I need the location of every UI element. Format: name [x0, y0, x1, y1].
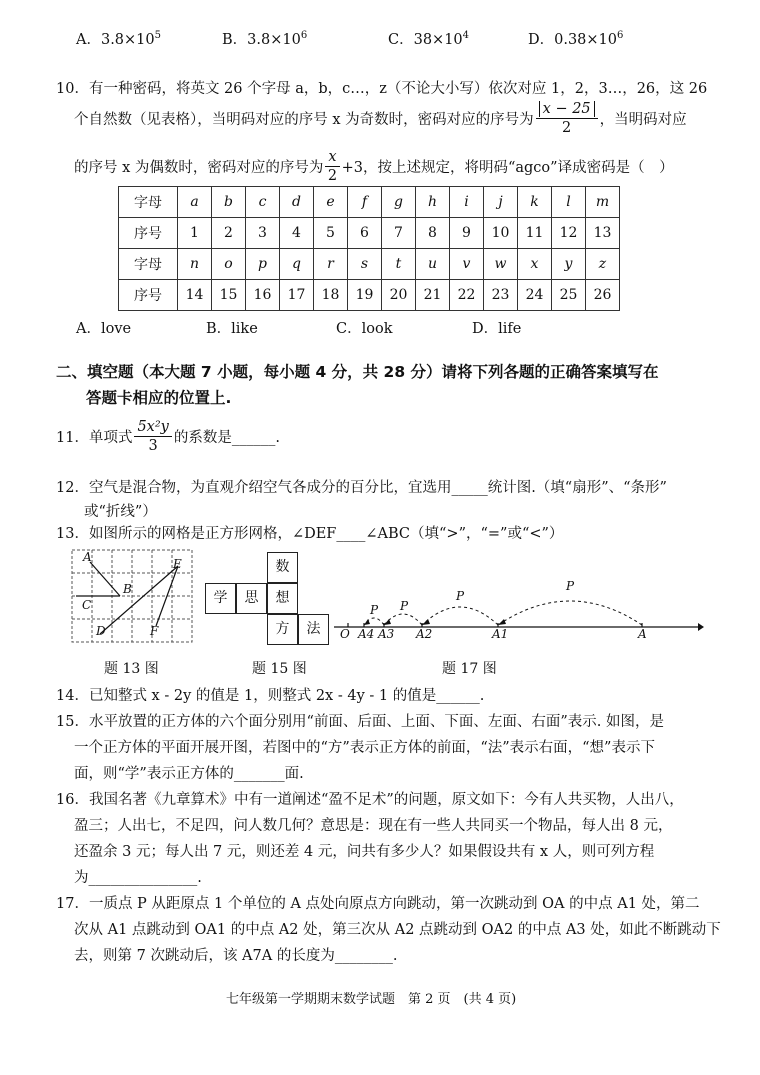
fraction-even: $\frac{x}{2}$: [325, 148, 339, 185]
table-cell: h: [416, 187, 450, 218]
label-c: C: [82, 598, 92, 612]
table-cell: i: [450, 187, 484, 218]
q17-line2: 次从 A1 点跳动到 OA1 的中点 A2 处，第三次从 A2 点跳动到 OA2 的中点 A3 处，如此不断跳动下: [74, 922, 721, 938]
table-cell: k: [518, 187, 552, 218]
section2-heading-cont: 答题卡相应的位置上.: [86, 389, 232, 407]
table-cell: 24: [518, 280, 552, 311]
label-p: P: [456, 589, 465, 603]
figure-13: [70, 548, 194, 644]
q14: 14．已知整式 x - 2y 的值是 1，则整式 2x - 4y - 1 的值是______.: [56, 688, 485, 704]
label-a: A: [83, 550, 92, 564]
table-cell: 20: [382, 280, 416, 311]
table-cell: q: [280, 249, 314, 280]
label-b: B: [123, 582, 132, 596]
label-e: E: [173, 557, 182, 571]
table-cell: 12: [552, 218, 586, 249]
label-a3: A3: [378, 627, 395, 641]
table-cell: 7: [382, 218, 416, 249]
caption-fig17: 题 17 图: [442, 661, 497, 677]
q9-option-d: D．$0.38\times 10^6$: [528, 30, 624, 48]
table-cell: a: [178, 187, 212, 218]
q15-line2: 一个正方体的平面开展开图，若图中的“方”表示正方体的前面，“法”表示右面，“想”表示下: [74, 740, 655, 756]
table-cell: m: [586, 187, 620, 218]
table-cell: 22: [450, 280, 484, 311]
label-o: O: [340, 627, 350, 641]
q10-line1: 10．有一种密码，将英文 26 个字母 a，b，c…，z（不论大小写）依次对应 1，2，3…，26，这 26: [56, 81, 708, 97]
q12-line1: 12．空气是混合物，为直观介绍空气各成分的百分比，宜选用_____统计图.（填“扇形”、“条形”: [56, 480, 667, 496]
table-cell: 1: [178, 218, 212, 249]
q16-line1: 16．我国名著《九章算术》中有一道阐述“盈不足术”的问题，原文如下：今有人共买物，人出八，: [56, 792, 684, 808]
net-cell-xue: 学: [205, 583, 236, 614]
table-cell: 6: [348, 218, 382, 249]
table-cell: g: [382, 187, 416, 218]
label-a4: A4: [358, 627, 375, 641]
page-footer: 七年级第一学期期末数学试题 第 2 页 (共 4 页): [226, 992, 517, 1007]
net-cell-xiang: 想: [267, 583, 298, 614]
table-cell: 15: [212, 280, 246, 311]
q9-option-a: A．$3.8\times 10^5$: [76, 30, 162, 48]
table-cell: 19: [348, 280, 382, 311]
table-row: 字母 n o p q r s t u v w x y z: [119, 249, 620, 280]
label-a2: A2: [416, 627, 433, 641]
table-cell: 11: [518, 218, 552, 249]
table-cell: 26: [586, 280, 620, 311]
table-cell: d: [280, 187, 314, 218]
table-cell: z: [586, 249, 620, 280]
table-cell: b: [212, 187, 246, 218]
table-cell: s: [348, 249, 382, 280]
label-a1: A1: [492, 627, 509, 641]
net-cell-fang: 方: [267, 614, 298, 645]
table-cell: 16: [246, 280, 280, 311]
table-cell: 25: [552, 280, 586, 311]
table-cell: 14: [178, 280, 212, 311]
q11: 11．单项式 $\frac{\text{5x²y}}{3}$ 的系数是______.: [56, 419, 280, 454]
q16-line3: 还盈余 3 元；每人出 7 元，则还差 4 元，问共有多少人？如果假设共有 x 人，则可列方程: [74, 844, 655, 860]
section2-heading: 二、填空题（本大题 7 小题，每小题 4 分，共 28 分）请将下列各题的正确答案填写在: [56, 363, 659, 381]
table-cell: p: [246, 249, 280, 280]
table-cell: x: [518, 249, 552, 280]
q10-option-a: A．love: [76, 321, 132, 337]
label-a: A: [638, 627, 647, 641]
table-cell: l: [552, 187, 586, 218]
table-cell: 2: [212, 218, 246, 249]
table-cell: n: [178, 249, 212, 280]
label-p: P: [370, 603, 379, 617]
cipher-table: [118, 186, 620, 311]
q17-line3: 去，则第 7 次跳动后，该 A7A 的长度为________.: [74, 948, 398, 964]
table-cell: 8: [416, 218, 450, 249]
q12-line2: 或“折线”）: [84, 504, 157, 520]
q9-option-b: B．$3.8\times 10^6$: [222, 30, 308, 48]
table-cell: 5: [314, 218, 348, 249]
q10-option-d: D．life: [472, 321, 522, 337]
table-cell: v: [450, 249, 484, 280]
net-cell-fa: 法: [298, 614, 329, 645]
q10-option-c: C．look: [336, 321, 393, 337]
table-row: 序号 14 15 16 17 18 19 20 21 22 23 24 25 26: [119, 280, 620, 311]
table-cell: 9: [450, 218, 484, 249]
table-row: 字母 a b c d e f g h i j k l m: [119, 187, 620, 218]
table-cell: 18: [314, 280, 348, 311]
q15-line1: 15．水平放置的正方体的六个面分别用“前面、后面、上面、下面、左面、右面”表示. 如图，是: [56, 714, 664, 730]
table-cell: y: [552, 249, 586, 280]
monomial-fraction: $\frac{\text{5x²y}}{3}$: [134, 418, 171, 455]
table-cell: u: [416, 249, 450, 280]
q16-line2: 盈三；人出七，不足四，问人数几何？意思是：现在有一些人共同买一个物品，每人出 8 元，: [74, 818, 673, 834]
table-cell: 23: [484, 280, 518, 311]
q15-line3: 面，则“学”表示正方体的_______面.: [74, 766, 304, 782]
caption-fig15: 题 15 图: [252, 661, 307, 677]
figure-17: [334, 575, 704, 645]
table-row: 序号 1 2 3 4 5 6 7 8 9 10 11 12 13: [119, 218, 620, 249]
label-d: D: [96, 624, 106, 638]
q17-line1: 17．一质点 P 从距原点 1 个单位的 A 点处向原点方向跳动，第一次跳动到 OA 的中点 A1 处，第二: [56, 896, 700, 912]
table-cell: 21: [416, 280, 450, 311]
net-cell-shu: 数: [267, 552, 298, 583]
table-cell: t: [382, 249, 416, 280]
table-cell: 3: [246, 218, 280, 249]
table-cell: f: [348, 187, 382, 218]
label-f: F: [150, 624, 159, 638]
table-cell: 4: [280, 218, 314, 249]
table-cell: 13: [586, 218, 620, 249]
table-cell: j: [484, 187, 518, 218]
table-cell: 10: [484, 218, 518, 249]
caption-fig13: 题 13 图: [104, 661, 159, 677]
q10-option-b: B．like: [206, 321, 258, 337]
fraction-odd: $\frac{x - 25}{2}$: [536, 100, 598, 137]
label-p: P: [566, 579, 575, 593]
table-cell: r: [314, 249, 348, 280]
net-cell-si: 思: [236, 583, 267, 614]
q9-option-c: C．$38\times 10^4$: [388, 30, 470, 48]
table-cell: e: [314, 187, 348, 218]
q10-line2: 个自然数（见表格），当明码对应的序号 x 为奇数时，密码对应的序号为 $\frac{x - 25}{2}$ ，当明码对应: [74, 101, 687, 136]
figure-15: [205, 552, 331, 648]
label-p: P: [400, 599, 409, 613]
table-cell: w: [484, 249, 518, 280]
q10-line3: 的序号 x 为偶数时，密码对应的序号为 $\frac{x}{2}$ +3，按上述规定，将明码“agco”译成密码是（ ）: [74, 149, 674, 184]
table-cell: 17: [280, 280, 314, 311]
table-cell: c: [246, 187, 280, 218]
q16-line4: 为_______________.: [74, 870, 202, 886]
q13: 13．如图所示的网格是正方形网格，∠DEF____∠ABC（填“>”，“=”或“<”）: [56, 526, 564, 542]
table-cell: o: [212, 249, 246, 280]
